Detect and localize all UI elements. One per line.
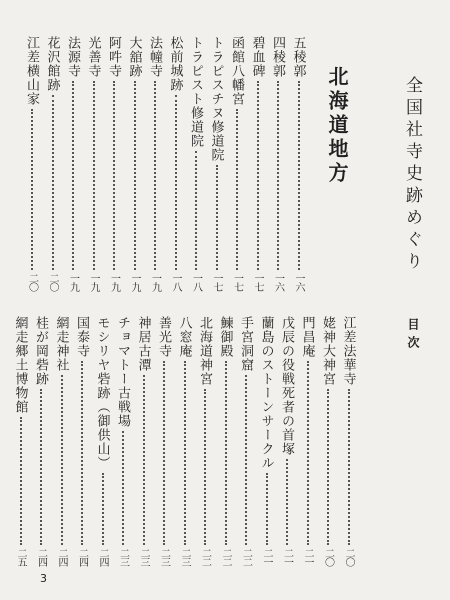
toc-entry bbox=[208, 36, 224, 291]
toc-entry-page: 二二 bbox=[240, 548, 252, 566]
toc-entry-title: 松前城跡 bbox=[167, 36, 183, 92]
leader-dots bbox=[61, 375, 63, 545]
leader-dots bbox=[348, 389, 350, 545]
toc-entry bbox=[85, 36, 101, 291]
toc-entry bbox=[94, 316, 110, 566]
leader-dots bbox=[195, 151, 197, 270]
toc-entry bbox=[115, 316, 131, 566]
toc-entry-page: 一六 bbox=[272, 273, 284, 291]
toc-entry-page: 一八 bbox=[190, 273, 202, 291]
toc-entry-title: 大舘跡 bbox=[126, 36, 142, 78]
toc-entry bbox=[74, 316, 90, 566]
toc-entry-title: トラピスト修道院 bbox=[188, 36, 203, 148]
toc-entry-page: 一九 bbox=[67, 273, 79, 291]
leader-dots bbox=[52, 95, 54, 270]
leader-dots bbox=[31, 109, 33, 270]
toc-entry bbox=[258, 316, 274, 566]
toc-entry bbox=[229, 36, 245, 291]
toc-entry bbox=[290, 36, 306, 291]
toc-entry-page: 一七 bbox=[252, 273, 263, 291]
leader-dots bbox=[81, 361, 83, 545]
toc-entry-page: 二三 bbox=[117, 548, 129, 566]
toc-entry bbox=[135, 316, 151, 566]
toc-entry-page: 二四 bbox=[56, 548, 67, 566]
toc-entry-title: 光善寺 bbox=[85, 36, 101, 78]
toc-entry-title: 阿吽寺 bbox=[106, 36, 121, 78]
toc-entry-title: 善光寺 bbox=[156, 316, 171, 358]
toc-entry bbox=[320, 316, 336, 566]
toc-entry-page: 一六 bbox=[293, 273, 304, 291]
toc-entry-page: 二四 bbox=[97, 548, 108, 566]
leader-dots bbox=[277, 81, 279, 270]
toc-entry-page: 二一 bbox=[261, 548, 272, 566]
toc-entry bbox=[340, 316, 356, 566]
toc-entry bbox=[33, 316, 49, 566]
toc-entry bbox=[147, 36, 163, 291]
toc-entry-title: 四稜郭 bbox=[270, 36, 285, 78]
leader-dots bbox=[143, 375, 145, 545]
book-title: 全国社寺史跡めぐり bbox=[402, 76, 422, 274]
toc-entry-page: 二三 bbox=[179, 548, 190, 566]
leader-dots bbox=[113, 81, 115, 270]
toc-entry-title: 蘭島のストーンサークル bbox=[258, 316, 274, 470]
toc-entry-page: 二五 bbox=[15, 548, 26, 566]
leader-dots bbox=[163, 361, 165, 545]
toc-entry-page: 二〇 bbox=[322, 548, 334, 566]
leader-dots bbox=[134, 81, 136, 270]
leader-dots bbox=[266, 473, 268, 545]
toc-entry-page: 一九 bbox=[149, 273, 161, 291]
leader-dots bbox=[72, 81, 74, 270]
leader-dots bbox=[298, 81, 300, 270]
page-number: 3 bbox=[40, 572, 47, 585]
leader-dots bbox=[102, 473, 104, 545]
leader-dots bbox=[204, 389, 206, 545]
toc-entry-page: 二〇 bbox=[26, 273, 38, 291]
toc-entry bbox=[126, 36, 142, 291]
toc-entry-title: チョマトー古戦場 bbox=[115, 316, 130, 428]
toc-entry-title: 戊辰の役戦死者の首塚 bbox=[279, 316, 294, 456]
leader-dots bbox=[184, 361, 186, 545]
toc-entry bbox=[106, 36, 122, 291]
toc-entry-title: 八窓庵 bbox=[176, 316, 192, 358]
leader-dots bbox=[236, 109, 238, 270]
leader-dots bbox=[154, 81, 156, 270]
toc-entry bbox=[24, 36, 40, 291]
toc-entry-title: 花沢館跡 bbox=[44, 36, 60, 92]
toc-entry bbox=[156, 316, 172, 566]
toc-entry-title: 門昌庵 bbox=[299, 316, 315, 358]
toc-entry-title: 北海道神宮 bbox=[197, 316, 212, 386]
toc-entry-page: 二二 bbox=[199, 548, 211, 566]
leader-dots bbox=[307, 361, 309, 545]
toc-entry-title: 鰊御殿 bbox=[217, 316, 233, 358]
toc-entry-page: 二〇 bbox=[47, 273, 58, 291]
toc-entry bbox=[167, 36, 183, 291]
toc-entry-page: 二二 bbox=[220, 548, 231, 566]
toc-entry bbox=[53, 316, 69, 566]
leader-dots bbox=[93, 81, 95, 270]
region-heading: 北海道地方 bbox=[325, 66, 349, 186]
toc-entry-title: トラピスチヌ修道院 bbox=[208, 36, 224, 162]
leader-dots bbox=[257, 81, 259, 270]
toc-entry-title: 法幢寺 bbox=[147, 36, 162, 78]
toc-entry bbox=[176, 316, 192, 566]
leader-dots bbox=[175, 95, 177, 270]
toc-entry-page: 二〇 bbox=[343, 548, 354, 566]
toc-entry-title: 手宮洞窟 bbox=[238, 316, 253, 372]
leader-dots bbox=[216, 165, 218, 270]
toc-entry bbox=[65, 36, 81, 291]
toc-entry-title: 五稜郭 bbox=[290, 36, 306, 78]
toc-entry-title: 桂が岡砦跡 bbox=[33, 316, 48, 386]
toc-entry-title: 網走神社 bbox=[53, 316, 69, 372]
toc-entry-title: 碧血碑 bbox=[249, 36, 265, 78]
toc-entry-title: 江差法華寺 bbox=[340, 316, 356, 386]
toc-entry-title: 網走郷土博物館 bbox=[12, 316, 28, 414]
toc-entry-title: 函館八幡宮 bbox=[229, 36, 244, 106]
toc-entry-page: 一九 bbox=[88, 273, 99, 291]
toc-entry bbox=[270, 36, 286, 291]
toc-entry bbox=[188, 36, 204, 291]
toc-entry-page: 二一 bbox=[281, 548, 293, 566]
toc-entry bbox=[299, 316, 315, 566]
toc-entry bbox=[238, 316, 254, 566]
toc-entry-title: 法源寺 bbox=[65, 36, 80, 78]
toc-entry-page: 二三 bbox=[138, 548, 149, 566]
toc-entry-title: 国泰寺 bbox=[74, 316, 89, 358]
toc-entry-title: 江差横山家 bbox=[24, 36, 39, 106]
toc-entry bbox=[217, 316, 233, 566]
toc-entry-page: 二一 bbox=[302, 548, 313, 566]
leader-dots bbox=[40, 389, 42, 545]
toc-entry-title: モシリヤ砦跡（御供山） bbox=[94, 316, 110, 470]
toc-entry bbox=[12, 316, 28, 566]
toc-entry bbox=[197, 316, 213, 566]
toc-entry bbox=[249, 36, 265, 291]
leader-dots bbox=[286, 459, 288, 545]
toc-entry-page: 一七 bbox=[231, 273, 243, 291]
toc-entry bbox=[279, 316, 295, 566]
toc-entry-page: 二四 bbox=[76, 548, 88, 566]
leader-dots bbox=[225, 361, 227, 545]
toc-label: 目次 bbox=[406, 318, 420, 354]
leader-dots bbox=[20, 417, 22, 545]
leader-dots bbox=[245, 375, 247, 545]
toc-entry-page: 一九 bbox=[129, 273, 140, 291]
toc-entry-page: 二三 bbox=[158, 548, 170, 566]
toc-entry bbox=[44, 36, 60, 291]
toc-entry-page: 一九 bbox=[108, 273, 120, 291]
toc-entry-title: 神居古潭 bbox=[135, 316, 151, 372]
toc-entry-page: 一七 bbox=[211, 273, 222, 291]
toc-entry-page: 二四 bbox=[35, 548, 47, 566]
toc-entry-title: 姥神大神宮 bbox=[320, 316, 335, 386]
leader-dots bbox=[122, 431, 124, 545]
toc-entry-page: 一八 bbox=[170, 273, 181, 291]
leader-dots bbox=[327, 389, 329, 545]
